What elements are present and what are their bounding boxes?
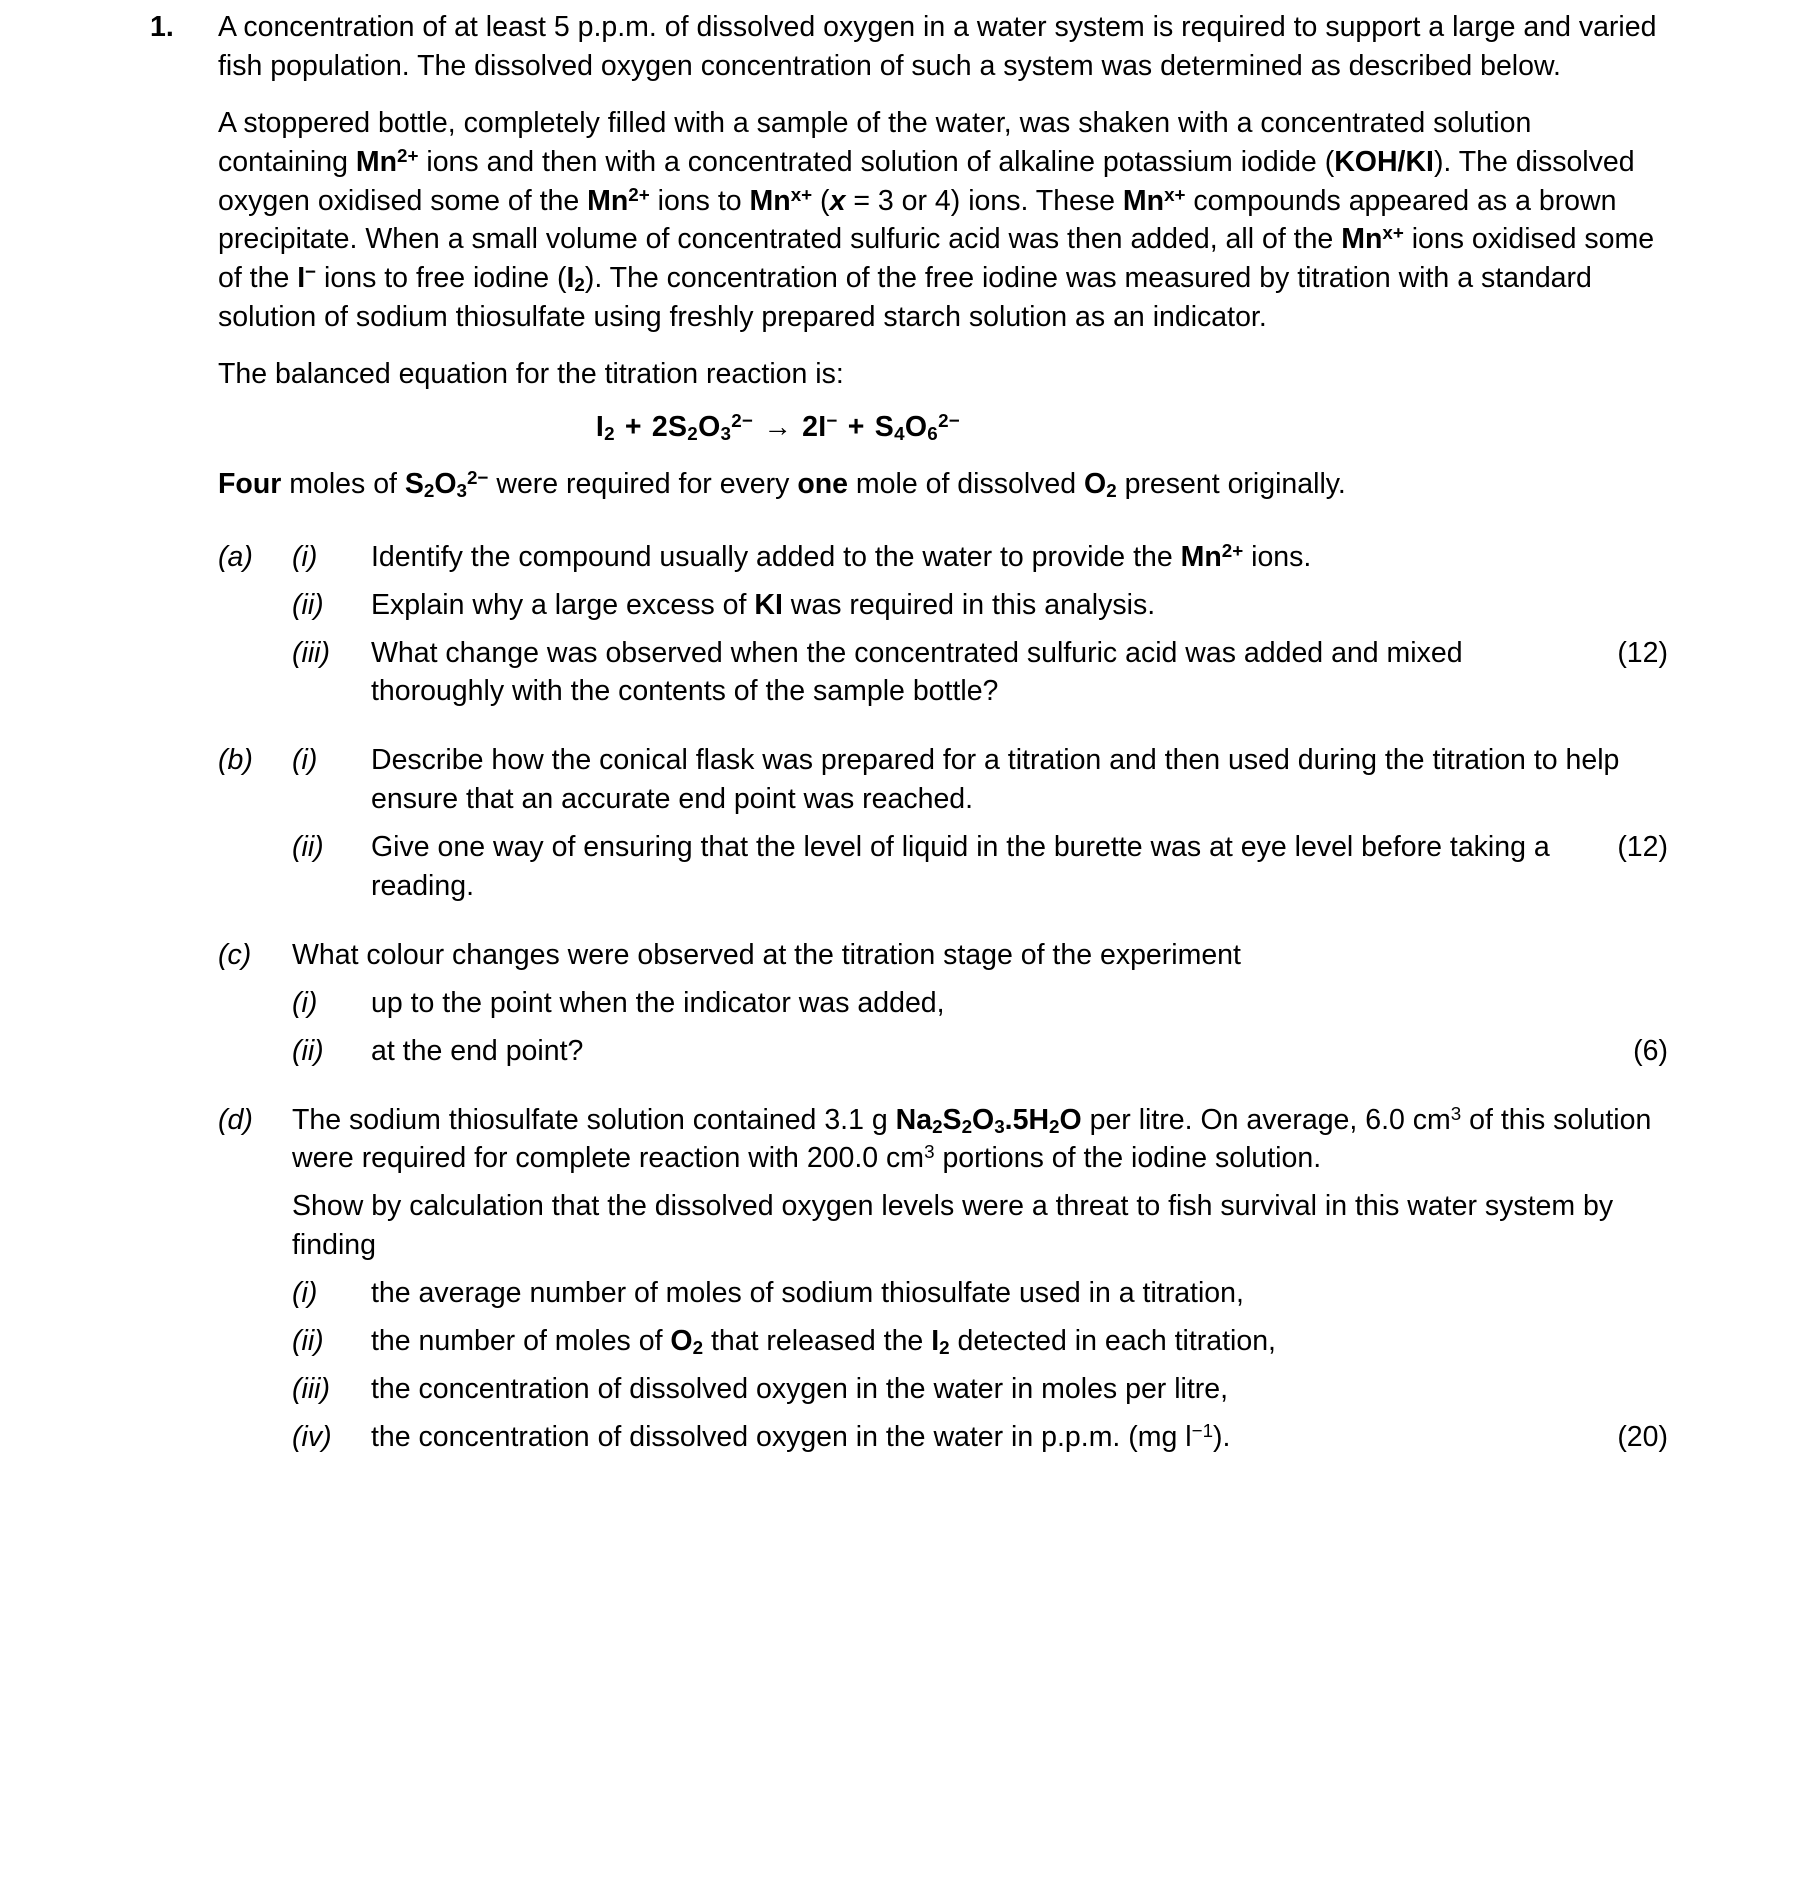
part-d-item-iv [292, 1418, 1668, 1457]
chem-ki: KI [754, 588, 783, 621]
chem-subscript: 6 [927, 423, 939, 445]
chem-charge: x+ [1382, 222, 1404, 244]
chem-symbol: I [595, 411, 605, 444]
item-label: (i) [292, 986, 318, 1019]
part-b-content [292, 741, 1668, 906]
chem-charge: x+ [790, 183, 813, 205]
variable-x: x [829, 184, 846, 217]
part-c-content [292, 936, 1668, 1071]
chem-subscript: 3 [994, 1115, 1005, 1137]
chem-symbol: Mn [587, 184, 629, 217]
part-c-lead: What colour changes were observed at the titration stage of the experiment [292, 938, 1241, 971]
item-text [371, 828, 1668, 906]
chem-mnxplus-2 [1123, 185, 1186, 217]
intro-text-3: of this solution were required for complete reaction with 200.0 cm [292, 1103, 1652, 1175]
word-one: one [797, 467, 848, 500]
item-text-1: What change was observed when the concentrated sulfuric acid was added and mixed thoroughly with the contents of the sample bottle? [371, 636, 1463, 708]
item-text: the average number of moles of sodium thiosulfate used in a titration, [371, 1277, 1244, 1310]
chem-subscript: 2 [574, 274, 585, 296]
chem-iodide-ion [297, 262, 316, 294]
chem-subscript: 3 [456, 480, 467, 502]
eq-iodide [802, 411, 838, 443]
ratio-text-3: mole of dissolved [848, 467, 1085, 500]
chem-dioxygen [1084, 468, 1117, 500]
chem-symbol: I [566, 262, 575, 295]
stem-p2-text-10: ). The concentration of the free iodine was measured by titration with a standard solution of sodium thiosulfate using freshly prepared starch solution as an indicator. [218, 262, 1592, 334]
chem-symbol: Mn [749, 184, 791, 217]
item-text [371, 538, 1668, 577]
chem-mn2plus [1181, 541, 1244, 573]
stem-p2-text-4: ions to [649, 184, 750, 217]
item-label: (ii) [292, 588, 324, 621]
item-text: Describe how the conical flask was prepared for a titration and then used during the titration to help ensure that an accurate end point was reached. [371, 744, 1620, 816]
chem-subscript: 3 [720, 423, 732, 445]
eq-thiosulfate [652, 411, 754, 443]
chem-charge: − [826, 410, 838, 431]
chem-symbol: 2S [651, 411, 688, 444]
part-d-content [292, 1101, 1668, 1457]
item-text-2: that released the [703, 1325, 932, 1358]
chem-mn2plus-1 [356, 146, 419, 178]
question-body [218, 8, 1668, 1457]
item-text-2: ). [1213, 1420, 1231, 1453]
balanced-equation [218, 408, 1668, 447]
marks-value: (20) [1617, 1420, 1668, 1453]
item-text [371, 634, 1668, 712]
chem-charge: 2+ [397, 144, 419, 166]
item-text-3: detected in each titration, [949, 1325, 1276, 1358]
stem-p2-text-3: ). The dissolved oxygen oxidised some of the [218, 145, 1635, 217]
chem-symbol: O [670, 1325, 693, 1358]
chem-charge: − [305, 261, 317, 283]
intro-text-2: per litre. On average, 6.0 cm [1081, 1103, 1451, 1136]
chem-charge: x+ [1164, 183, 1186, 205]
item-text-2: was required in this analysis. [782, 588, 1156, 621]
ratio-text-2: were required for every [488, 467, 798, 500]
stem-p2-text-9: ions to free iodine ( [316, 262, 567, 295]
part-b-item-i [292, 741, 1668, 819]
part-a-label: (a) [218, 540, 253, 573]
item-label: (iii) [292, 636, 330, 669]
item-label: (iv) [292, 1420, 332, 1453]
chem-subscript: 2 [1049, 1115, 1060, 1137]
intro-text-1: The sodium thiosulfate solution contained 3.1 g [292, 1103, 896, 1136]
part-a-item-iii [292, 634, 1668, 712]
question-number: 1. [150, 11, 174, 43]
unit-exponent: −1 [1191, 1419, 1214, 1441]
eq-plus-2: + [847, 411, 865, 444]
chem-symbol: Mn [1180, 540, 1222, 573]
chem-charge: 2+ [628, 183, 650, 205]
ratio-text-1: moles of [281, 467, 405, 500]
chem-charge: 2− [731, 410, 754, 431]
chem-symbol: O [1059, 1103, 1082, 1136]
chem-subscript: 2 [604, 423, 615, 445]
chem-iodine-molecule [931, 1325, 949, 1357]
item-text: the concentration of dissolved oxygen in the water in moles per litre, [371, 1372, 1229, 1405]
stem-p2-text-8: ions oxidised some of the [218, 223, 1655, 295]
part-b-label: (b) [218, 744, 253, 777]
stem-paragraph-1: A concentration of at least 5 p.p.m. of dissolved oxygen in a water system is required to support a large and varied fish population. The dissolved oxygen concentration of such a system was determined as described below. [218, 11, 1657, 82]
chem-symbol: O [698, 411, 721, 444]
chem-symbol: O [1084, 467, 1107, 500]
part-c-label: (c) [218, 938, 252, 971]
eq-plus-1: + [624, 411, 642, 444]
item-label: (iii) [292, 1372, 330, 1405]
part-c-item-ii [292, 1032, 1668, 1071]
chem-symbol: S [404, 467, 424, 500]
chem-symbol: Na [895, 1103, 933, 1136]
stem-p2-text-7: compounds appeared as a brown precipitate. When a small volume of concentrated sulfuric acid was then added, all of the [218, 184, 1617, 256]
marks-value: (12) [1617, 636, 1668, 669]
part-d-lead: Show by calculation that the dissolved oxygen levels were a threat to fish survival in this water system by finding [292, 1190, 1614, 1262]
chem-charge: 2+ [1221, 539, 1244, 561]
part-d-item-i [292, 1274, 1668, 1313]
chem-kohki: KOH/KI [1334, 145, 1434, 178]
chem-mnxplus-1 [750, 185, 813, 217]
question-1 [150, 8, 1668, 1457]
chem-charge: 2− [467, 466, 489, 488]
eq-i2 [596, 411, 615, 443]
part-b [218, 741, 1668, 906]
item-text-2: ions. [1243, 540, 1312, 573]
chem-subscript: 2 [692, 1337, 704, 1359]
chem-mnxplus-3 [1341, 223, 1404, 255]
chem-symbol: Mn [1341, 223, 1383, 256]
item-text [371, 1322, 1668, 1361]
word-four: Four [218, 467, 282, 500]
item-label: (ii) [292, 1325, 324, 1358]
eq-arrow: → [763, 411, 793, 444]
chem-subscript: 2 [423, 480, 435, 502]
part-a [218, 538, 1668, 712]
item-label: (i) [292, 744, 318, 777]
part-a-item-i [292, 538, 1668, 577]
chem-symbol: O [904, 411, 928, 444]
part-d-item-iii [292, 1370, 1668, 1409]
chem-subscript: 2 [939, 1337, 950, 1359]
stem-p2-text-1: A stoppered bottle, completely filled with a sample of the water, was shaken with a concentrated solution containing [218, 106, 1532, 178]
item-text-1: the concentration of dissolved oxygen in the water in p.p.m. (mg l [371, 1420, 1192, 1453]
mole-ratio-statement [218, 465, 1668, 504]
item-label: (ii) [292, 831, 324, 864]
chem-symbol: S [874, 411, 895, 444]
part-c [218, 936, 1668, 1071]
stem-p2-text-2: ions and then with a concentrated solution of alkaline potassium iodide ( [418, 145, 1335, 178]
chem-charge: 2− [938, 410, 961, 431]
chem-mn2plus-2 [587, 185, 650, 217]
chem-sodium-thiosulfate-pentahydrate [896, 1104, 1082, 1136]
chem-iodine-molecule [566, 262, 584, 294]
chem-symbol: I [931, 1325, 940, 1358]
stem-paragraph-3: The balanced equation for the titration reaction is: [218, 358, 844, 391]
chem-symbol: Mn [1122, 184, 1165, 217]
item-text-1: at the end point? [371, 1034, 584, 1067]
item-text: up to the point when the indicator was added, [371, 986, 945, 1019]
item-text [371, 1032, 1668, 1071]
item-text-1: Identify the compound usually added to the water to provide the [371, 540, 1181, 573]
item-text [371, 1418, 1668, 1457]
part-d [218, 1101, 1668, 1457]
chem-hydrate: .5H [1004, 1103, 1050, 1136]
item-text-1: Give one way of ensuring that the level of liquid in the burette was at eye level before taking a reading. [371, 831, 1550, 903]
chem-subscript: 4 [894, 423, 905, 445]
ratio-text-4: present originally. [1116, 467, 1346, 500]
eq-tetrathionate [875, 411, 960, 443]
stem-p2-text-6: = 3 or 4) ions. These [845, 184, 1123, 217]
item-label: (i) [292, 1277, 318, 1310]
part-d-label: (d) [218, 1103, 253, 1136]
chem-subscript: 2 [687, 423, 699, 445]
part-b-item-ii [292, 828, 1668, 906]
chem-symbol: 2I [802, 411, 827, 444]
chem-symbol: O [972, 1103, 995, 1136]
item-text-1: the number of moles of [371, 1325, 671, 1358]
item-label: (ii) [292, 1034, 324, 1067]
chem-symbol: I [297, 262, 306, 295]
unit-exponent: 3 [1450, 1102, 1462, 1124]
part-d-item-ii [292, 1322, 1668, 1361]
chem-subscript: 2 [1106, 480, 1117, 502]
part-a-item-ii [292, 586, 1668, 625]
chem-dioxygen [670, 1325, 703, 1357]
marks-value: (12) [1617, 831, 1668, 864]
item-label: (i) [292, 540, 318, 573]
chem-subscript: 2 [961, 1115, 973, 1137]
intro-text-4: portions of the iodine solution. [934, 1142, 1322, 1175]
part-d-intro [292, 1101, 1668, 1179]
unit-exponent: 3 [924, 1141, 935, 1163]
chem-symbol: S [942, 1103, 962, 1136]
stem-paragraph-2 [218, 104, 1668, 337]
chem-subscript: 2 [932, 1115, 943, 1137]
stem-p2-text-5: ( [812, 184, 830, 217]
part-a-content [292, 538, 1668, 712]
chem-thiosulfate-ion [405, 468, 489, 500]
chem-symbol: Mn [355, 145, 398, 178]
marks-value: (6) [1633, 1034, 1668, 1067]
item-text-1: Explain why a large excess of [371, 588, 755, 621]
part-c-item-i [292, 984, 1668, 1023]
item-text [371, 586, 1668, 625]
chem-symbol: O [434, 467, 457, 500]
